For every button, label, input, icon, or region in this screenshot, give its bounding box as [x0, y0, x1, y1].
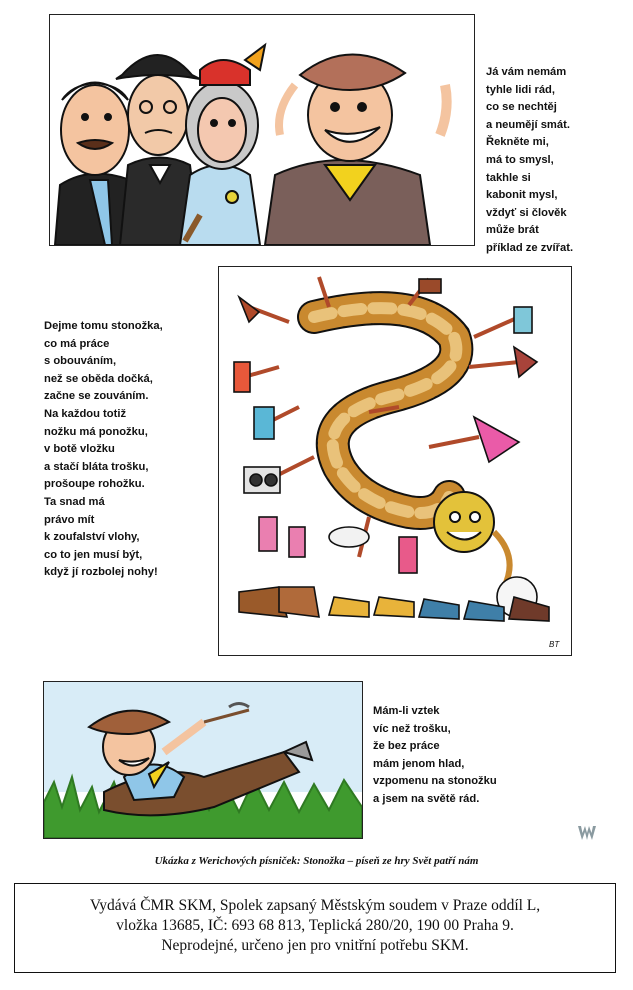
poem-line: a jsem na světě rád.: [373, 792, 480, 805]
poem-line: a stačí bláta trošku,: [44, 460, 149, 473]
poem-line: co má práce: [44, 337, 110, 350]
publisher-box: [14, 883, 616, 973]
w-crown-logo-icon: [577, 824, 597, 842]
poem-line: k zoufalství vlohy,: [44, 531, 140, 544]
song-caption: Ukázka z Werichových písniček: Stonožka – píseň ze hry Svět patří nám: [154, 855, 479, 867]
illustration-resting-cowboy: [43, 681, 363, 839]
poem-line: vždyť si člověk: [486, 206, 567, 219]
poem-top: [486, 64, 573, 258]
poem-line: s obouváním,: [44, 355, 117, 368]
poem-bottom: [373, 703, 497, 809]
legs-and-shoes: [234, 277, 537, 617]
poem-line: nožku má ponožku,: [44, 425, 148, 438]
poem-line: tyhle lidi rád,: [486, 83, 556, 96]
poem-line: v botě vložku: [44, 443, 115, 456]
poem-line: co se nechtěj: [486, 101, 557, 114]
publisher-line: Vydává ČMR SKM, Spolek zapsaný Městským soudem v Praze oddíl L,: [89, 897, 541, 914]
illustration-centipede: [218, 266, 572, 656]
poem-line: Na každou totiž: [44, 407, 127, 420]
poem-line: takhle si: [486, 171, 531, 184]
poem-line: mám jenom hlad,: [373, 757, 465, 770]
poem-line: že bez práce: [373, 740, 440, 753]
poem-line: prošoupe rohožku.: [44, 478, 145, 491]
poem-line: než se oběda dočká,: [44, 372, 153, 385]
poem-line: příklad ze zvířat.: [486, 241, 574, 254]
poem-line: Já vám nemám: [486, 66, 567, 78]
illustration-signature: BT: [549, 640, 560, 649]
poem-line: Ta snad má: [44, 495, 105, 508]
publisher-line: vložka 13685, IČ: 693 68 813, Teplická 280/20, 190 00 Praha 9.: [116, 917, 514, 934]
smiling-cowboy: [265, 54, 447, 245]
poem-line: může brát: [486, 224, 539, 237]
poem-line: když jí rozbolej nohy!: [44, 566, 158, 579]
poem-line: Mám-li vztek: [373, 705, 440, 717]
poem-line: kabonit mysl,: [486, 189, 558, 202]
poem-line: vzpomenu na stonožku: [373, 775, 497, 788]
poem-line: má to smysl,: [486, 153, 554, 166]
poem-line: víc než trošku,: [373, 722, 451, 735]
publisher-line: Neprodejné, určeno jen pro vnitřní potřebu SKM.: [161, 937, 469, 954]
poem-line: začne se zouváním.: [44, 390, 149, 403]
centipede-body: [314, 308, 494, 552]
poem-middle: [44, 318, 163, 582]
poem-line: právo mít: [44, 513, 95, 526]
poem-line: Řekněte mi,: [486, 136, 549, 149]
poem-line: Dejme tomu stonožka,: [44, 320, 163, 332]
poem-line: a neumějí smát.: [486, 118, 570, 131]
illustration-grumpy-people: [49, 14, 475, 246]
poem-line: co to jen musí být,: [44, 548, 143, 561]
